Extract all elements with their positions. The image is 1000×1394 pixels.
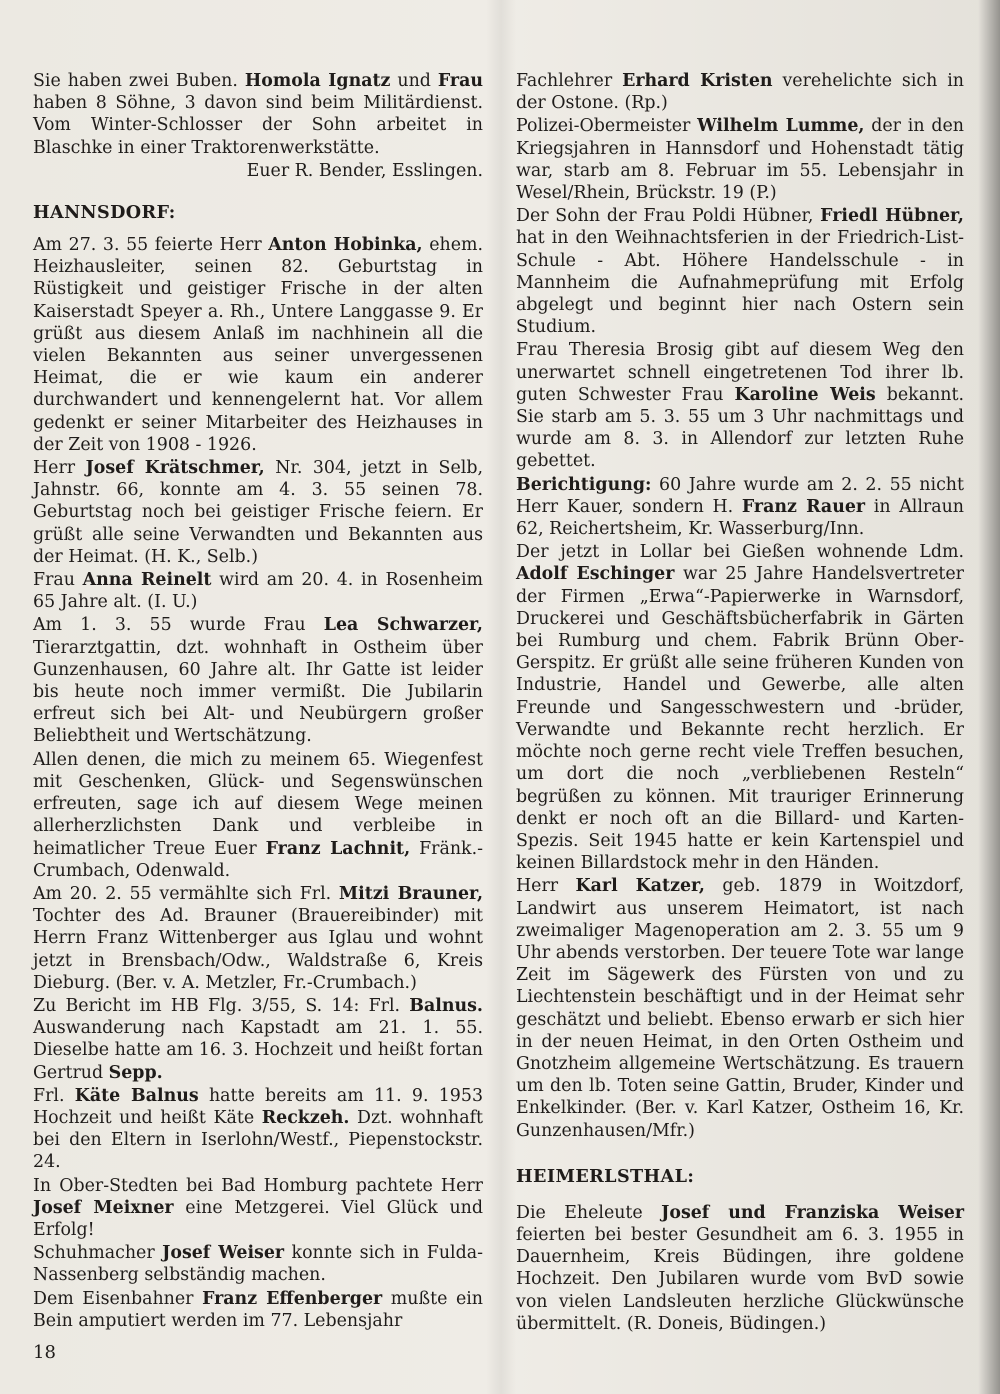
bold-name: Karl Katzer, xyxy=(575,876,705,897)
text-run: Herr xyxy=(516,876,576,897)
text-run: Sie haben zwei Buben. xyxy=(33,71,245,91)
text-run: eine Metzgerei. Viel Glück und Erfolg! xyxy=(33,1197,483,1240)
text-run: feierten bei bester Gesundheit am 6. 3. 1955 in Dauernheim, Kreis Büdingen, ihre goldene Hochzeit. Den Jubilaren wurde vom BvD sowie von vielen Landsleuten herzliche Glückwünsche übermittelt. (R. Doneis, Büdingen.) xyxy=(516,1224,964,1334)
text-run: Polizei-Obermeister xyxy=(516,116,698,137)
text-run: Fachlehrer xyxy=(516,71,623,91)
text-run: hatte bereits am 11. 9. 1953 Hochzeit und heißt Käte xyxy=(33,1085,484,1128)
text-run: Am 27. 3. 55 feierte Herr xyxy=(33,235,269,256)
bold-name: Erhard Kristen xyxy=(622,71,773,91)
text-run: ehem. Heizhausleiter, seinen 82. Geburtstag in Rüstigkeit und geistiger Frische in der alten Kaiserstadt Speyer a. Rh., Untere Langgasse 9. Er grüßt aus diesem Anlaß im nachhinein all die vielen Bekannten aus seiner unvergessenen Heimat, die er wie kaum ein anderer durchwandert und kennengelernt hat. Vor allem gedenkt er seiner Mitarbeiter des Heizhauses in der Zeit von 1908 - 1926. xyxy=(33,235,484,455)
text-run: Dzt. wohnhaft bei den Eltern in Iserlohn/Westf., Piepenstockstr. 24. xyxy=(33,1107,483,1173)
intro-paragraph xyxy=(33,70,483,159)
gutter-shadow xyxy=(486,0,516,1394)
text-run: bekannt. Sie starb am 5. 3. 55 um 3 Uhr nachmittags und wurde am 8. 3. in Allendorf zur letzten Ruhe gebettet. xyxy=(516,384,964,472)
page-number: 18 xyxy=(33,1342,56,1363)
news-paragraph xyxy=(33,995,483,1084)
bold-name: Lea Schwarzer, xyxy=(323,615,483,636)
bold-name: Josef Meixner xyxy=(33,1197,174,1218)
bold-name: Balnus. xyxy=(409,995,483,1016)
news-paragraph xyxy=(33,457,483,568)
news-paragraph xyxy=(33,1288,483,1332)
news-paragraph xyxy=(33,1175,483,1242)
left-column xyxy=(33,70,483,1333)
bold-name: Sepp. xyxy=(108,1062,163,1083)
page-edge-shadow xyxy=(978,0,1000,1394)
text-run: haben 8 Söhne, 3 davon sind beim Militärdienst. Vom Winter-Schlosser der Sohn arbeitet in Blaschke in einer Traktorenwerkstätte. xyxy=(33,93,483,158)
news-paragraph xyxy=(516,115,964,204)
text-run: Tochter des Ad. Brauner (Brauereibinder) mit Herrn Franz Wittenberger aus Iglau und wohnt jetzt in Brensbach/Odw., Waldstraße 6, Kreis Dieburg. (Ber. v. A. Metzler, Fr.-Crumbach.) xyxy=(33,906,483,993)
text-run: Der jetzt in Lollar bei Gießen wohnende Ldm. xyxy=(516,542,964,563)
text-run: konnte sich in Fulda-Nassenberg selbständig machen. xyxy=(33,1243,483,1286)
news-paragraph xyxy=(33,883,483,994)
text-run: wird am 20. 4. in Rosenheim 65 Jahre alt. (I. U.) xyxy=(33,570,483,613)
bold-name: Franz Effenberger xyxy=(202,1288,383,1309)
bold-name: Adolf Eschinger xyxy=(516,564,675,585)
section-heading-hannsdorf: HANNSDORF: xyxy=(33,202,176,224)
bold-name: Friedl Hübner, xyxy=(820,206,964,227)
text-run: war 25 Jahre Handelsvertreter der Firmen „Erwa“-Papierwerke in Warnsdorf, Druckerei und Geschäftsbücherfabrik in Gärten bei Rumburg und chem. Fabrik Brünn Ober-Gerspitz. Er grüßt alle seine früheren Kunden von Industrie, Handel und Gewerbe, alle alten Freunde und Sangesschwestern und -brüder, Verwandte und Bekannte recht herzlich. Er möchte noch gerne recht viele Treffen besuchen, um dort die noch „verbliebenen Resteln“ begrüßen zu können. Mit trauriger Erinnerung denkt er noch oft an die Billard- und Karten-Spezis. Seit 1945 hatte er kein Kartenspiel und keinen Billardstock mehr in den Händen. xyxy=(516,564,964,874)
text-run: Die Eheleute xyxy=(516,1202,662,1223)
signature: Euer R. Bender, Esslingen. xyxy=(246,160,483,181)
bold-name: Reckzeh. xyxy=(261,1107,350,1128)
bold-name: Frau xyxy=(437,71,484,91)
news-paragraph xyxy=(516,205,964,338)
text-run: Zu Bericht im HB Flg. 3/55, S. 14: Frl. xyxy=(33,995,410,1016)
bold-name: Karoline Weis xyxy=(734,384,876,405)
text-run: Nr. 304, jetzt in Selb, Jahnstr. 66, konnte am 4. 3. 55 seinen 78. Geburtstag noch bei geistiger Frische feiern. Er grüßt alle seine Verwandten und Bekannten aus der Heimat. (H. K., Selb.) xyxy=(33,458,483,567)
text-run: in Allraun 62, Reichertsheim, Kr. Wasserburg/Inn. xyxy=(516,496,964,540)
text-run: Tierarztgattin, dzt. wohnhaft in Ostheim über Gunzenhausen, 60 Jahre alt. Ihr Gatte ist leider bis heute noch immer vermißt. Die Jubilarin erfreut sich bei Alt- und Neubürgern großer Beliebtheit und Wertschätzung. xyxy=(33,637,483,747)
text-run: Der Sohn der Frau Poldi Hübner, xyxy=(516,206,821,227)
text-run: Herr xyxy=(33,458,86,479)
bold-name: Josef und Franziska Weiser xyxy=(661,1202,965,1223)
bold-name: Mitzi Brauner, xyxy=(338,883,484,904)
news-paragraph xyxy=(33,1085,483,1174)
news-paragraph xyxy=(33,1242,483,1286)
text-run: verehelichte sich in der Ostone. (Rp.) xyxy=(516,71,964,114)
text-run: hat in den Weihnachtsferien in der Friedrich-List-Schule - Abt. Höhere Handelsschule - in Mannheim die Aufnahmeprüfung mit Erfolg abgelegt und beginnt hier nach Ostern sein Studium. xyxy=(516,228,964,338)
text-run: und xyxy=(390,71,438,91)
bold-name: Franz Rauer xyxy=(741,496,866,517)
bold-name: Berichtigung: xyxy=(516,474,652,495)
text-run: Allen denen, die mich zu meinem 65. Wiegenfest mit Geschenken, Glück- und Segenswünschen erfreuten, sage ich auf diesem Wege meinen allerherzlichsten Dank und verbleibe in heimatlicher Treue Euer xyxy=(33,749,483,859)
bold-name: Homola Ignatz xyxy=(244,71,391,91)
bold-name: Josef Krätschmer, xyxy=(85,458,265,479)
bold-name: Käte Balnus xyxy=(74,1085,199,1106)
news-paragraph xyxy=(516,70,964,114)
news-paragraph xyxy=(516,875,964,1141)
text-run: Schuhmacher xyxy=(33,1243,163,1264)
text-run: Dem Eisenbahner xyxy=(33,1288,203,1309)
news-paragraph xyxy=(33,614,483,747)
text-run: geb. 1879 in Woitzdorf, Landwirt aus unserem Heimatort, ist nach zweimaliger Magenoperation am 2. 3. 55 um 9 Uhr abends verstorben. Der teuere Tote war lange Zeit im Sägewerk des Fürsten von und zu Liechtenstein beschäftigt und in der Heimat sehr geschätzt und beliebt. Ebenso erwarb er sich hier in der neuen Heimat, in den Orten Ostheim und Gnotzheim allgemeine Wertschätzung. Es trauern um den lb. Toten seine Gattin, Bruder, Kinder und Enkelkinder. (Ber. v. Karl Katzer, Ostheim 16, Kr. Gunzenhausen/Mfr.) xyxy=(516,876,964,1141)
section-heading-heimerlsthal: HEIMERLSTHAL: xyxy=(516,1165,695,1187)
text-run: 60 Jahre wurde am 2. 2. 55 nicht Herr Kauer, sondern H. xyxy=(516,474,964,517)
text-run: Auswanderung nach Kapstadt am 21. 1. 55. Dieselbe hatte am 16. 3. Hochzeit und heißt fortan Gertrud xyxy=(33,1018,483,1083)
text-run: Am 20. 2. 55 vermählte sich Frl. xyxy=(33,883,339,904)
news-paragraph xyxy=(33,569,483,613)
bold-name: Franz Lachnit, xyxy=(265,838,411,859)
news-paragraph xyxy=(516,474,964,541)
news-paragraph xyxy=(516,339,964,472)
text-run: Frl. xyxy=(33,1085,75,1106)
text-run: Frau Theresia Brosig gibt auf diesem Weg den unerwartet schnell eingetretenen Tod ihrer lb. guten Schwester Frau xyxy=(516,340,964,405)
text-run: Frau xyxy=(33,570,83,591)
right-column xyxy=(516,70,964,1336)
text-run: In Ober-Stedten bei Bad Homburg pachtete Herr xyxy=(33,1175,483,1196)
text-run: der in den Kriegsjahren in Hannsdorf und Hohenstadt tätig war, starb am 8. Februar im 55. Lebensjahr in Wesel/Rhein, Brückstr. 19 (P.) xyxy=(516,116,964,204)
news-paragraph xyxy=(33,234,483,456)
text-run: Fränk.-Crumbach, Odenwald. xyxy=(33,838,483,881)
bold-name: Wilhelm Lumme, xyxy=(697,116,865,137)
text-run: mußte ein Bein amputiert werden im 77. Lebensjahr xyxy=(33,1288,484,1331)
news-paragraph xyxy=(516,1202,964,1335)
news-paragraph xyxy=(33,749,483,882)
bold-name: Anton Hobinka, xyxy=(268,235,423,256)
news-paragraph xyxy=(516,541,964,874)
text-run: Am 1. 3. 55 wurde Frau xyxy=(33,615,324,636)
bold-name: Josef Weiser xyxy=(162,1243,285,1264)
bold-name: Anna Reinelt xyxy=(82,570,212,591)
